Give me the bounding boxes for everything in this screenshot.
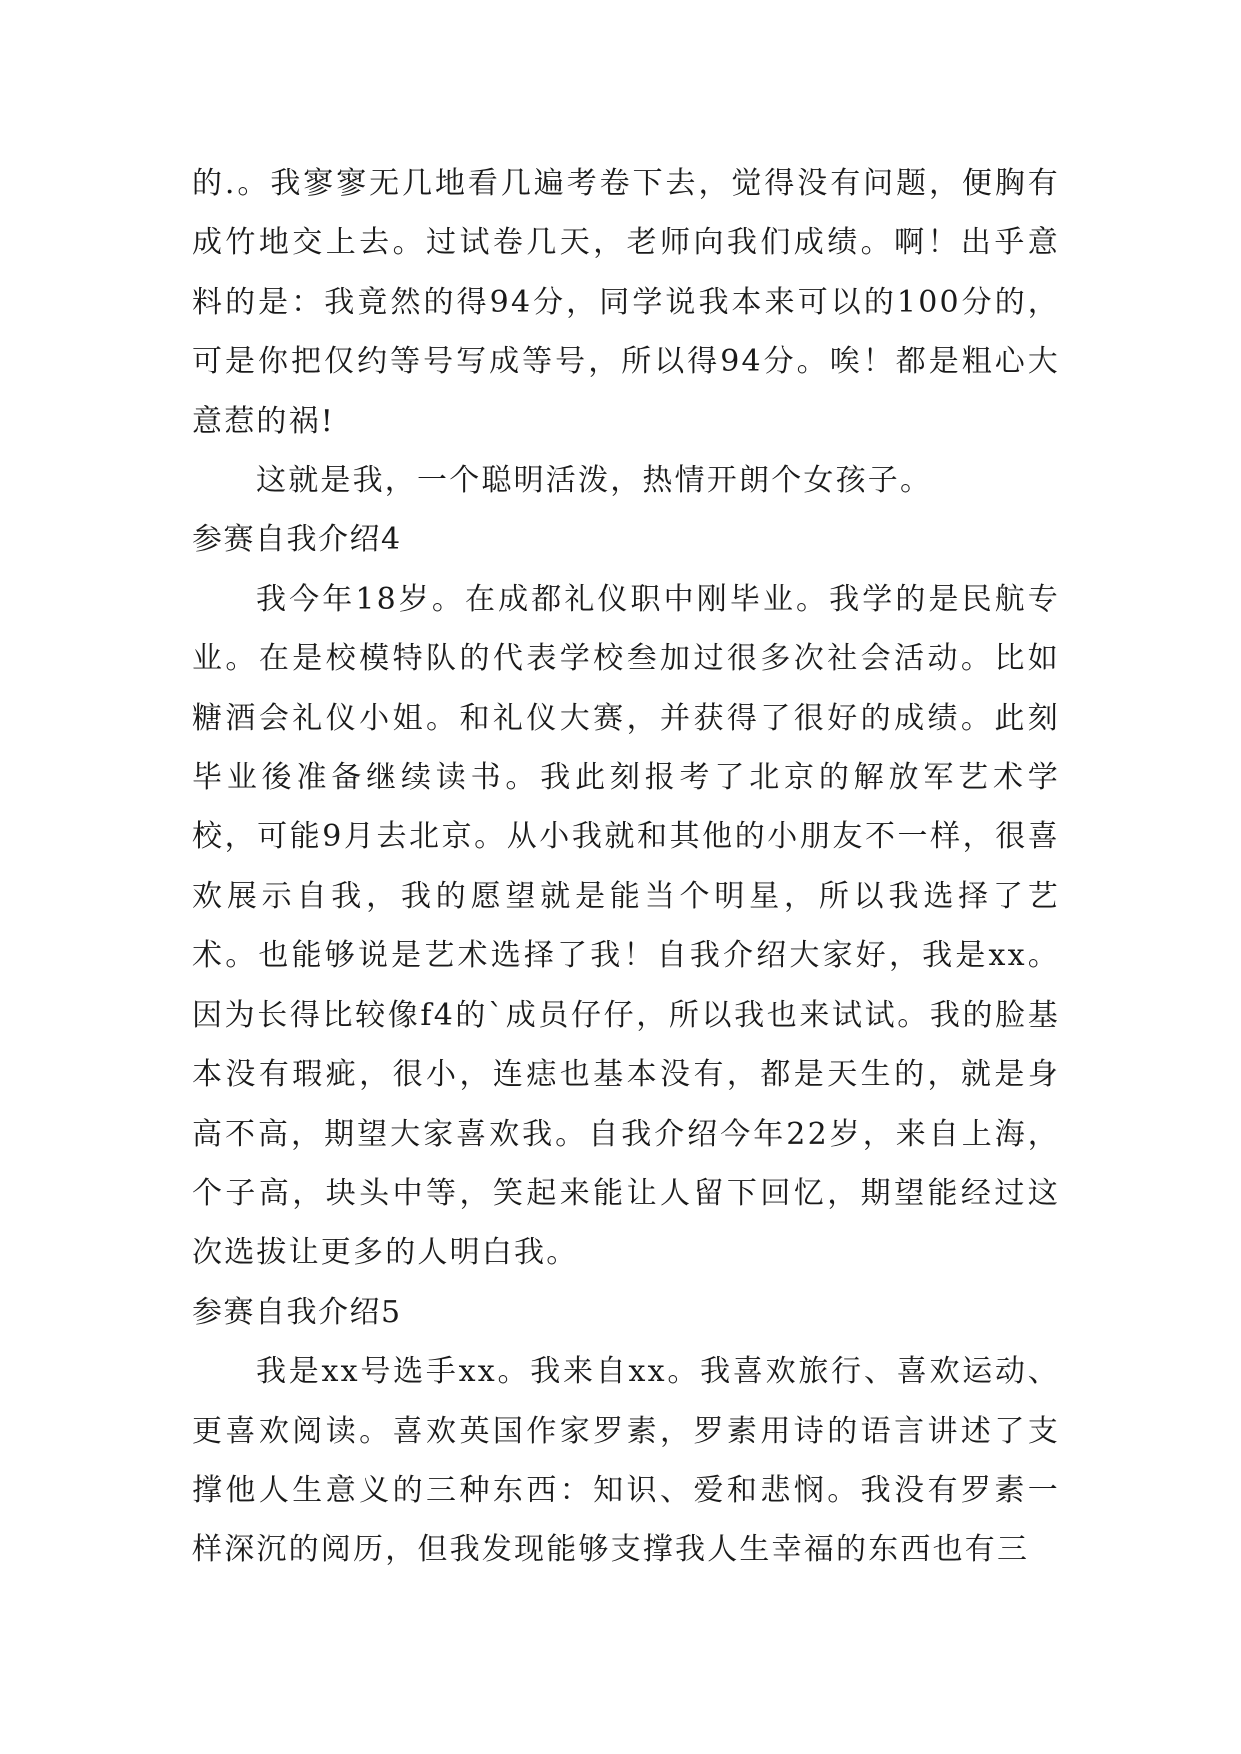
section-heading-4: 参赛自我介绍4 [192,522,402,558]
paragraph-summary: 这就是我，一个聪明活泼，热情开朗个女孩子。 [256,463,933,499]
section-heading-5: 参赛自我介绍5 [192,1294,402,1330]
paragraph-intro-5: 我是xx号选手xx。我来自xx。我喜欢旅行、喜欢运动、更喜欢阅读。喜欢英国作家罗素，罗素用诗的语言讲述了支撑他人生意义的三种东西：知识、爱和悲悯。我没有罗素一样深沉的阅历，但我发现能够支撑我人生幸福的东西也有三 [192,1354,1060,1568]
paragraph-intro-4: 我今年18岁。在成都礼仪职中刚毕业。我学的是民航专业。在是校模特队的代表学校叁加过很多次社会活动。比如糖酒会礼仪小姐。和礼仪大赛，并获得了很好的成绩。此刻毕业後准备继续读书。我此刻报考了北京的解放军艺术学校，可能9月去北京。从小我就和其他的小朋友不一样，很喜欢展示自我，我的愿望就是能当个明星，所以我选择了艺术。也能够说是艺术选择了我！自我介绍大家好，我是xx。因为长得比较像f4的`成员仔仔，所以我也来试试。我的脸基本没有瑕疵，很小，连痣也基本没有，都是天生的，就是身高不高，期望大家喜欢我。自我介绍今年22岁，来自上海，个子高，块头中等，笑起来能让人留下回忆，期望能经过这次选拔让更多的人明白我。 [192,581,1060,1271]
document-body [192,154,1060,1580]
paragraph-exam-story: 的.。我寥寥无几地看几遍考卷下去，觉得没有问题，便胸有成竹地交上去。过试卷几天，老师向我们成绩。啊！出乎意料的是：我竟然的得94分，同学说我本来可以的100分的，可是你把仅约等号写成等号，所以得94分。唉！都是粗心大意惹的祸! [192,166,1060,439]
